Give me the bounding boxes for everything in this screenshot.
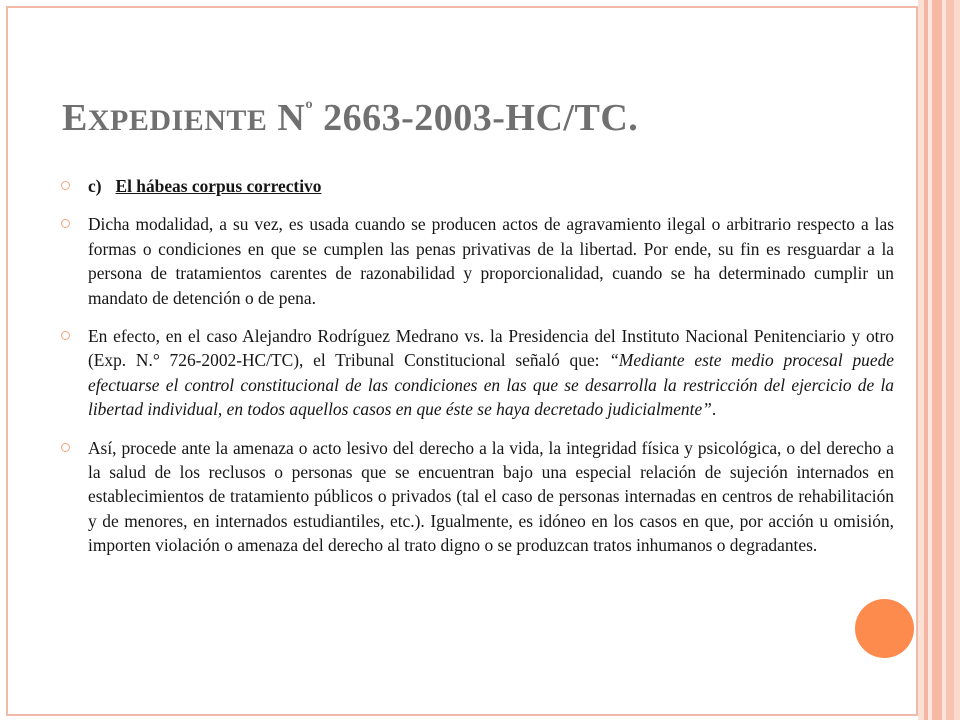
decorative-circle [855,599,914,658]
bullet-icon [61,219,70,228]
slide-title: EXPEDIENTE $N^º$ 2663-2003-HC/TC. [62,96,639,139]
quote-text: “Mediante este medio procesal puede efectuarse el control constitucional de las condiciones en las que se desarrolla la restricción del ejercicio de la libertad individual, en todos aquellos casos en que éste se haya decretado judicialmente” [88,350,894,420]
bullet-icon [61,443,70,452]
bullet-icon [61,331,70,340]
paragraph-text: Así, procede ante la amenaza o acto lesivo del derecho a la vida, la integridad física y psicológica, o del derecho a la salud de los reclusos o personas que se encuentran bajo una especial relación de sujeción internados en establecimientos de tratamiento públicos o privados (tal el caso de personas internadas en centros de rehabilitación y de menores, en internados estudiantiles, etc.). Igualmente, es idóneo en los casos en que, por acción u omisión, importen violación o amenaza del derecho al trato digno o se produzcan tratos inhumanos o degradantes. [88,437,894,556]
paragraph-text: En efecto, en el caso Alejandro Rodríguez Medrano vs. la Presidencia del Instituto Nacional Penitenciario y otro (Exp. N.° 726-2002-HC/TC), el Tribunal Constitucional señaló que: [88,326,894,371]
bullet-list [56,174,894,572]
paragraph-text: Dicha modalidad, a su vez, es usada cuando se producen actos de agravamiento ilegal o arbitrario respecto a las formas o condiciones en que se cumplen las penas privativas de la libertad. Por ende, su fin es resguardar a la persona de tratamientos carentes de razonabilidad y proporcionalidad, cuando se ha determinado cumplir un mandato de detención o de pena. [88,214,894,308]
list-item [56,212,894,310]
bullet-icon [61,181,70,190]
subheading: El hábeas corpus correctivo [115,176,322,196]
list-item [56,436,894,558]
decorative-side-stripes [918,0,960,720]
list-item: En efecto, en el caso Alejandro Rodríguez Medrano vs. la Presidencia del Instituto Nacional Penitenciario y otro (Exp. N.° 726-2002-HC/TC), el Tribunal Constitucional señaló que: “Mediante este medio procesal puede efectuarse el control constitucional de las condiciones en las que se desarrolla la restricción del ejercicio de la libertad individual, en todos aquellos casos en que éste se haya decretado judicialmente”. [56,324,894,422]
list-item-subheading: c) El hábeas corpus correctivo [56,174,894,198]
